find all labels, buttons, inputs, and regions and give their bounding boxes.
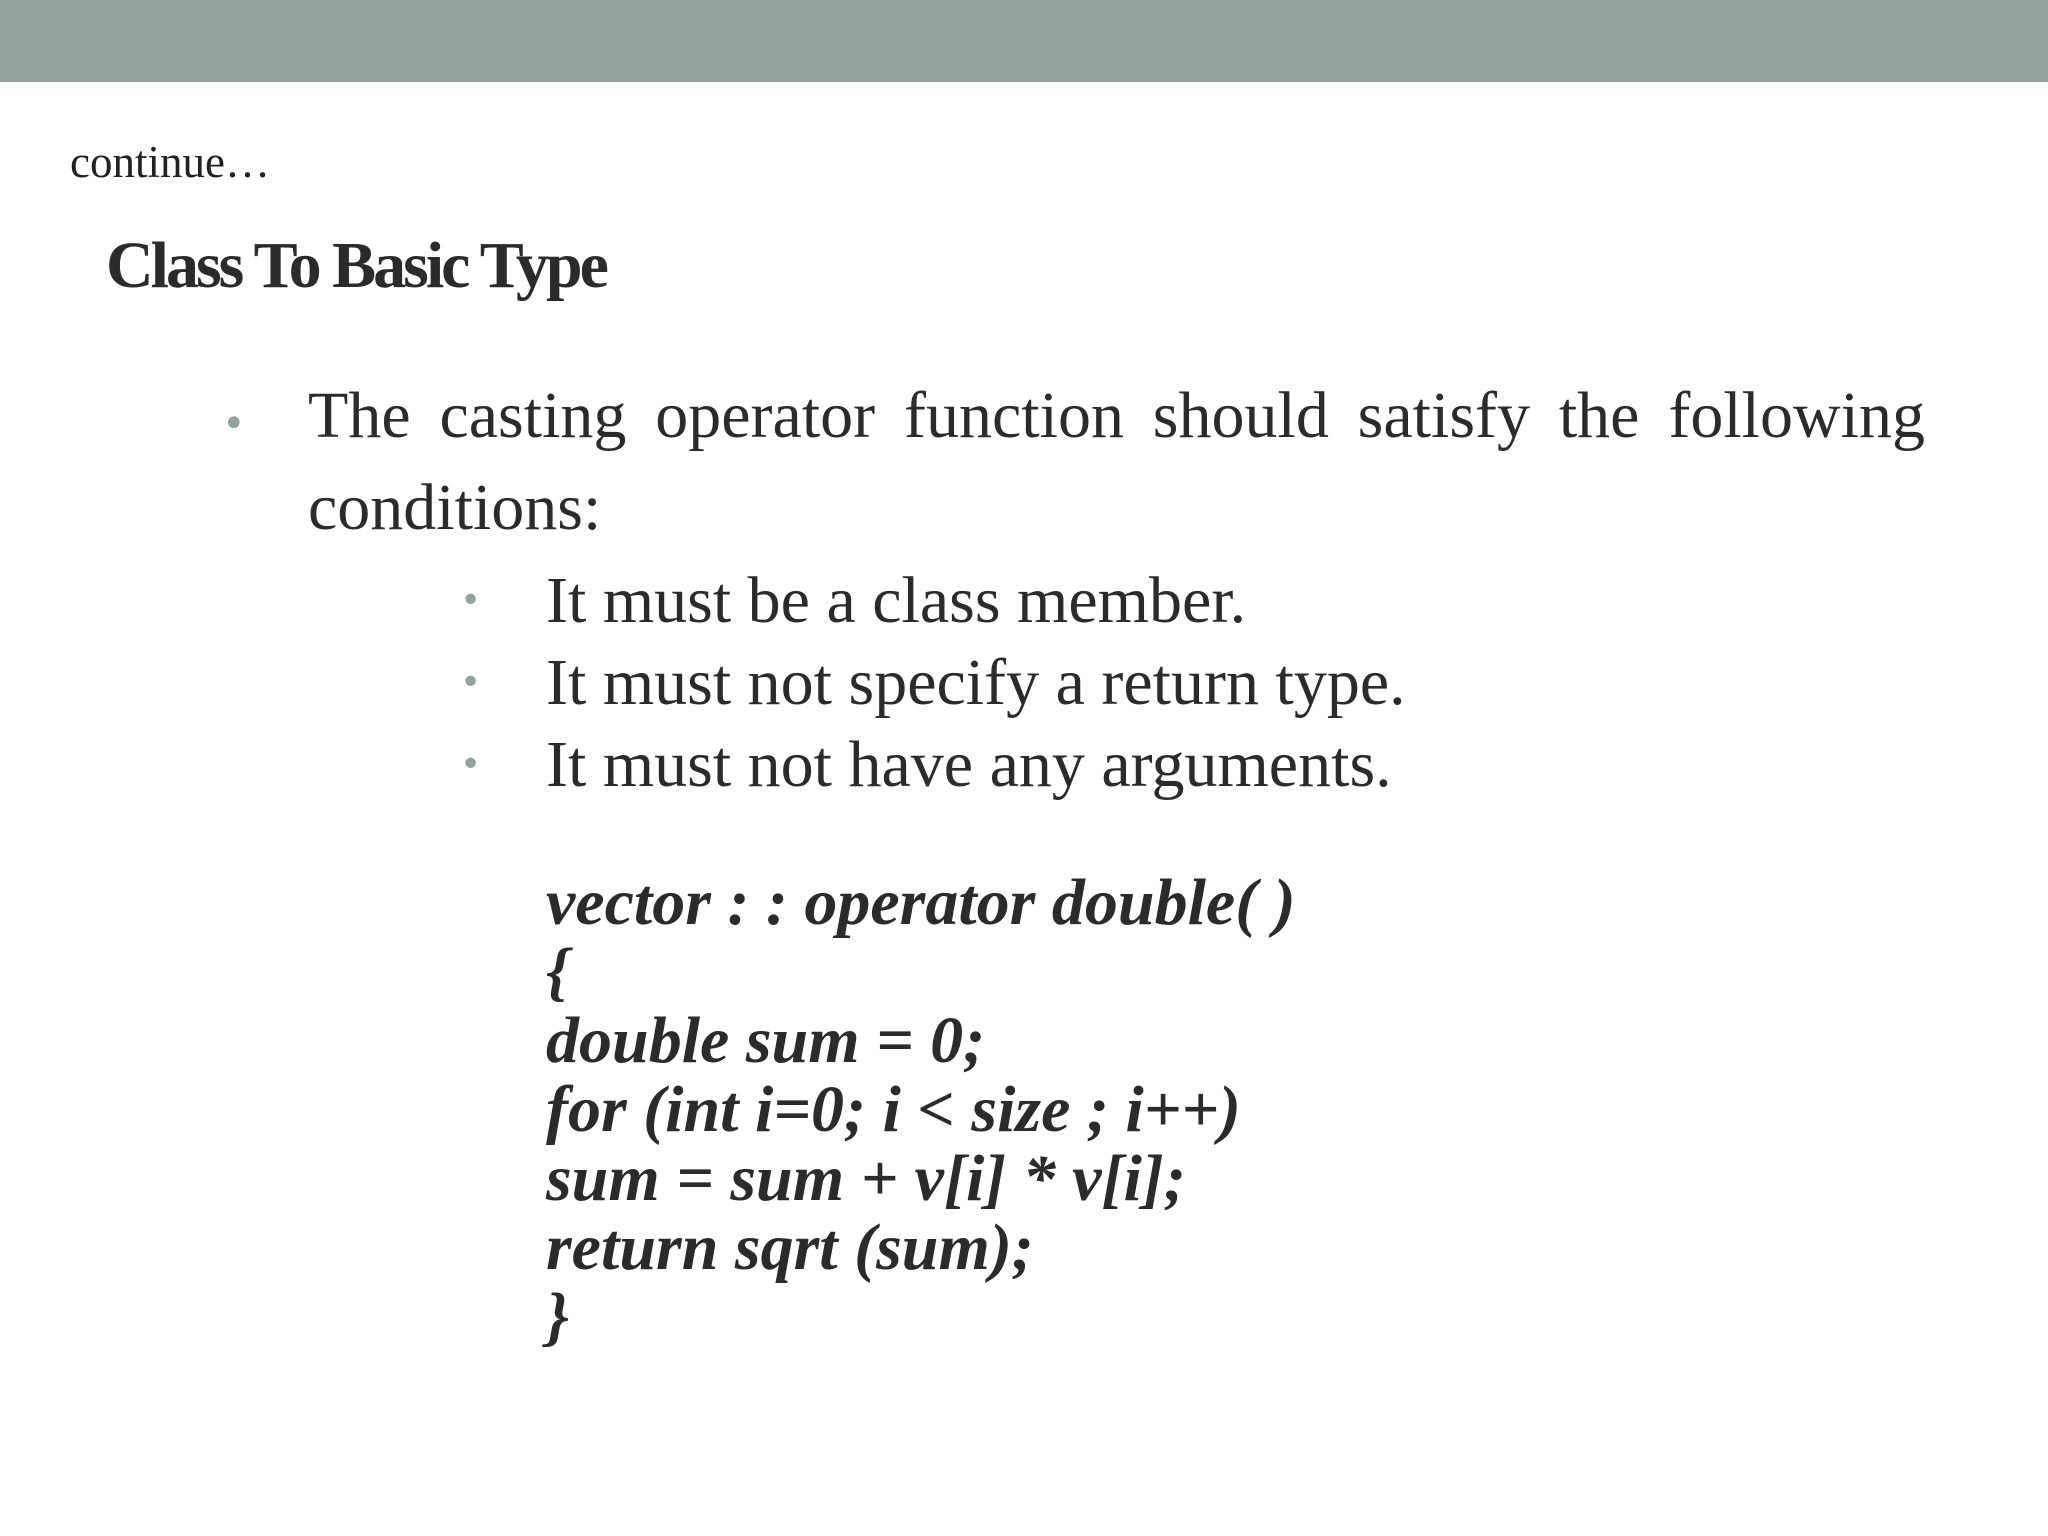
bullet-dot-icon: • [460,580,482,621]
code-line: vector : : operator double( ) [546,866,1296,939]
code-line: sum = sum + v[i] * v[i]; [546,1142,1186,1215]
bullet-dot-icon: • [460,662,482,703]
code-line: return sqrt (sum); [546,1211,1034,1284]
condition-item [460,642,1406,724]
condition-text: It must be a class member. [546,564,1247,637]
condition-text: It must not have any arguments. [546,728,1392,801]
slide-title: Class To Basic Type [106,229,606,302]
condition-item [460,560,1406,642]
bullet-dot-icon: • [222,401,246,447]
code-line: double sum = 0; [546,1004,986,1077]
continue-label: continue… [70,137,270,187]
header-bar [0,0,2048,82]
code-example [546,868,1296,1351]
bullet-dot-icon: • [460,744,482,785]
condition-item [460,724,1406,806]
main-bullet-text: The casting operator function should satisfy the following conditions: [308,379,1925,544]
condition-text: It must not specify a return type. [546,646,1406,719]
conditions-list [460,560,1406,806]
code-line: } [546,1280,569,1353]
code-line: { [546,935,569,1008]
code-line: for (int i=0; i < size ; i++) [546,1073,1241,1146]
